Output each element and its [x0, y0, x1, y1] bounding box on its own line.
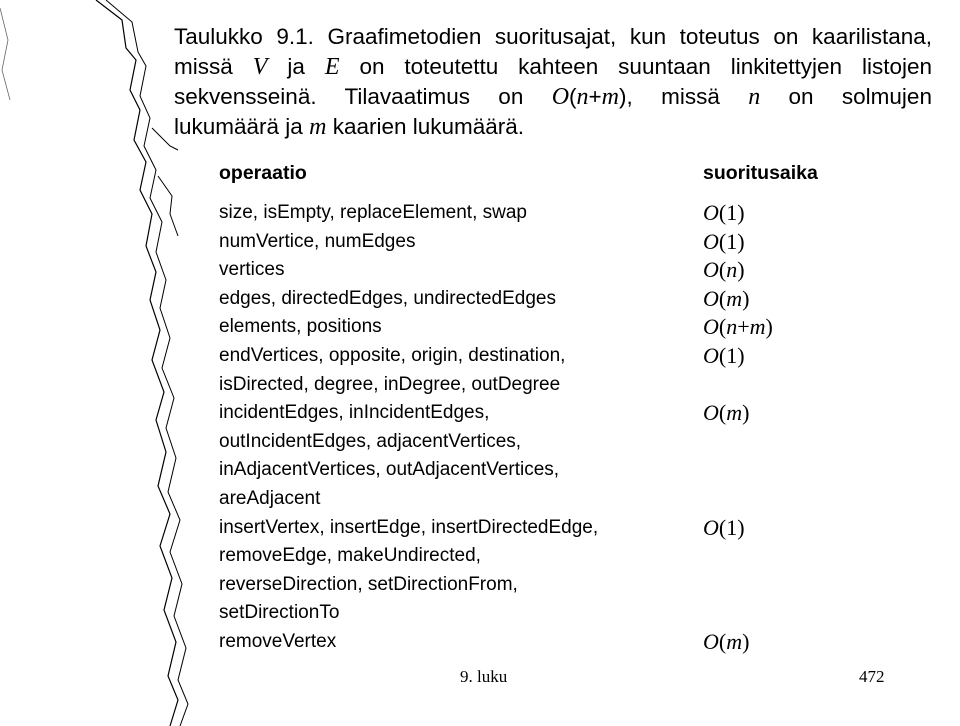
- time-cell: O(n): [703, 257, 745, 283]
- table-header: [219, 158, 859, 192]
- operation-line: elements, positions: [219, 316, 382, 338]
- operation-line: insertVertex, insertEdge, insertDirectedEdge,: [219, 516, 599, 538]
- operation-line: endVertices, opposite, origin, destination,: [219, 344, 566, 366]
- operation-cell: [219, 514, 689, 628]
- operation-line: size, isEmpty, replaceElement, swap: [219, 202, 527, 223]
- operation-line: inAdjacentVertices, outAdjacentVertices,: [219, 459, 560, 481]
- caption-line-2: missä V ja E on toteutettu kahteen suuntaan linkitettyjen listojen: [174, 54, 932, 80]
- operation-line: vertices: [219, 259, 285, 281]
- operation-cell: [219, 199, 689, 228]
- caption-line-3: sekvensseinä. Tilavaatimus on O(n+m), missä n on solmujen: [174, 84, 932, 110]
- table-row: [219, 628, 859, 657]
- table-row: [219, 285, 859, 314]
- table-row: [219, 399, 859, 513]
- caption-line-4: lukumäärä ja m kaarien lukumäärä.: [174, 114, 525, 140]
- header-operation: operaatio: [219, 162, 307, 184]
- time-cell: O(1): [703, 342, 745, 368]
- operation-cell: [219, 256, 689, 285]
- operation-line: numVertice, numEdges: [219, 230, 416, 252]
- table-caption: [174, 22, 932, 142]
- operation-line: setDirectionTo: [219, 602, 340, 624]
- operation-line: incidentEdges, inIncidentEdges,: [219, 402, 490, 424]
- operation-line: edges, directedEdges, undirectedEdges: [219, 287, 556, 309]
- operation-cell: [219, 313, 689, 342]
- footer-chapter: 9. luku: [460, 667, 508, 686]
- operation-cell: [219, 342, 689, 399]
- table-row: [219, 342, 859, 399]
- operation-line: outIncidentEdges, adjacentVertices,: [219, 430, 522, 452]
- operation-line: isDirected, degree, inDegree, outDegree: [219, 373, 561, 395]
- footer-page-number: 472: [859, 667, 885, 686]
- time-cell: O(n+m): [703, 314, 773, 340]
- table-row: [219, 313, 859, 342]
- time-cell: O(m): [703, 285, 750, 311]
- operation-line: removeVertex: [219, 630, 337, 652]
- header-time: suoritusaika: [703, 162, 818, 184]
- table-row: [219, 256, 859, 285]
- operation-cell: [219, 285, 689, 314]
- time-cell: O(1): [703, 200, 745, 225]
- time-cell: O(1): [703, 514, 745, 540]
- operation-cell: [219, 399, 689, 513]
- operation-line: areAdjacent: [219, 487, 321, 509]
- table-row: [219, 199, 859, 228]
- complexity-table: [219, 158, 859, 654]
- operation-cell: [219, 228, 689, 257]
- time-cell: O(m): [703, 628, 750, 654]
- table-row: [219, 514, 859, 628]
- table-row: [219, 228, 859, 257]
- operation-line: reverseDirection, setDirectionFrom,: [219, 573, 518, 595]
- operation-cell: [219, 628, 689, 657]
- time-cell: O(m): [703, 400, 750, 426]
- caption-line-1: Taulukko 9.1. Graafimetodien suoritusajat, kun toteutus on kaarilistana,: [174, 24, 932, 49]
- operation-line: removeEdge, makeUndirected,: [219, 545, 481, 567]
- table-body: [219, 199, 859, 657]
- time-cell: O(1): [703, 228, 745, 254]
